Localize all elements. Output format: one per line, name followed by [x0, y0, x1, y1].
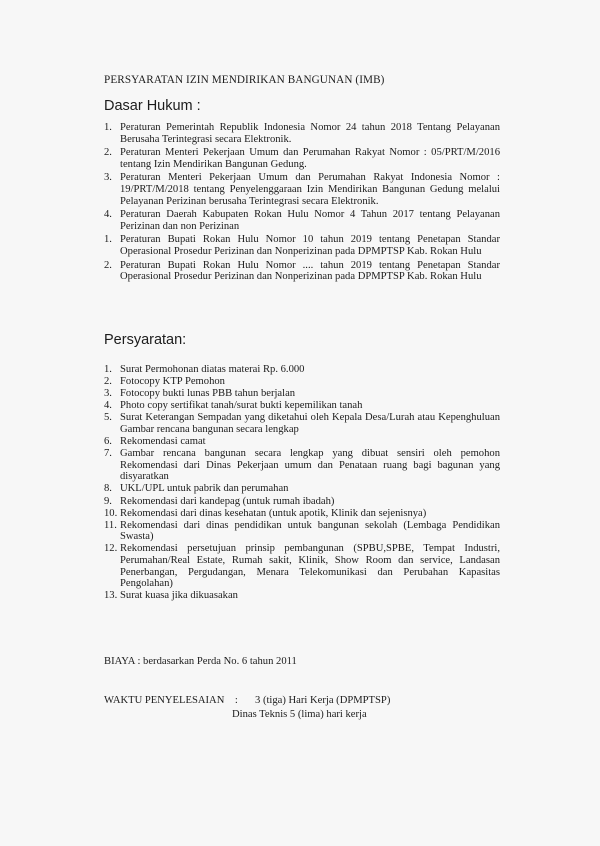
- persyaratan-item: [104, 376, 500, 388]
- list-item-number: 2.: [104, 147, 112, 159]
- list-item-number: 4.: [104, 400, 112, 412]
- list-item-text: Fotocopy bukti lunas PBB tahun berjalan: [120, 388, 296, 400]
- list-item-text: Peraturan Bupati Rokan Hulu Nomor .... tahun 2019 tentang Penetapan Standar Operasional Prosedur Perizinan dan Nonperizinan pada DPMPTSP Kab. Rokan Hulu: [120, 259, 500, 283]
- list-item-text: Surat Keterangan Sempadan yang diketahui oleh Kepala Desa/Lurah atau Kepenghuluan Gambar rencana bangunan secara lengkap: [120, 412, 500, 435]
- persyaratan-item: [104, 483, 500, 495]
- persyaratan-item: [104, 508, 500, 520]
- list-item-number: 11.: [104, 519, 117, 531]
- persyaratan-item: [104, 364, 500, 376]
- list-item-text: Rekomendasi dari kandepag (untuk rumah ibadah): [120, 495, 335, 507]
- list-item-number: 3.: [104, 388, 112, 400]
- list-item-text: Rekomendasi camat: [120, 436, 206, 448]
- dasar-hukum-item: [104, 234, 500, 257]
- list-item-text: Peraturan Pemerintah Republik Indonesia Nomor 24 tahun 2018 Tentang Pelayanan Berusaha Terintegrasi secara Elektronik.: [120, 122, 500, 145]
- persyaratan-item: [104, 543, 500, 589]
- list-item-number: 5.: [104, 412, 112, 424]
- dasar-hukum-item: [104, 260, 500, 283]
- dasar-hukum-item: [104, 172, 500, 207]
- persyaratan-item: [104, 520, 500, 543]
- persyaratan-item: [104, 412, 500, 435]
- dasar-hukum-item: [104, 122, 500, 145]
- persyaratan-item: [104, 400, 500, 412]
- dasar-hukum-heading: Dasar Hukum :: [104, 98, 201, 114]
- list-item-number: 8.: [104, 483, 112, 495]
- persyaratan-item: [104, 388, 500, 400]
- dasar-hukum-list: [104, 122, 500, 285]
- persyaratan-item: [104, 496, 500, 508]
- persyaratan-item: [104, 448, 500, 483]
- dasar-hukum-item: [104, 209, 500, 232]
- list-item-number: 1.: [104, 364, 112, 375]
- persyaratan-list: [104, 364, 500, 602]
- biaya-text: BIAYA : berdasarkan Perda No. 6 tahun 2011: [104, 656, 297, 667]
- list-item-number: 2.: [104, 376, 112, 388]
- list-item-text: Surat kuasa jika dikuasakan: [120, 590, 238, 602]
- dasar-hukum-item: [104, 147, 500, 170]
- list-item-number: 12.: [104, 543, 118, 555]
- list-item-text: Rekomendasi dari dinas kesehatan (untuk apotik, Klinik dan sejenisnya): [120, 507, 427, 519]
- list-item-text: Photo copy sertifikat tanah/surat bukti kepemilikan tanah: [120, 400, 363, 412]
- waktu-penyelesaian-dinas-teknis: Dinas Teknis 5 (lima) hari kerja: [232, 709, 367, 720]
- list-item-number: 13.: [104, 590, 118, 602]
- document-title: PERSYARATAN IZIN MENDIRIKAN BANGUNAN (IMB): [104, 74, 385, 86]
- list-item-number: 4.: [104, 209, 112, 221]
- list-item-number: 3.: [104, 172, 112, 184]
- list-item-text: UKL/UPL untuk pabrik dan perumahan: [120, 483, 289, 495]
- list-item-text: Peraturan Bupati Rokan Hulu Nomor 10 tahun 2019 tentang Penetapan Standar Operasional Prosedur Perizinan dan Nonperizinan pada DPMPTSP Kab. Rokan Hulu: [120, 234, 500, 257]
- persyaratan-item: [104, 590, 500, 602]
- list-item-number: 6.: [104, 436, 112, 448]
- list-item-text: Fotocopy KTP Pemohon: [120, 376, 225, 388]
- list-item-text: Surat Permohonan diatas materai Rp. 6.000: [120, 364, 305, 375]
- list-item-text: Peraturan Menteri Pekerjaan Umum dan Perumahan Rakyat Nomor : 05/PRT/M/2016 tentang Izin Mendirikan Bangunan Gedung.: [120, 147, 500, 170]
- list-item-text: Gambar rencana bangunan secara lengkap yang dibuat sensiri oleh pemohon Rekomendasi dari Dinas Pekerjaan umum dan Penataan ruang bagi bagunan yang disyaratkan: [120, 448, 500, 483]
- waktu-penyelesaian-label: WAKTU PENYELESAIAN :: [104, 695, 238, 706]
- list-item-number: 10.: [104, 507, 118, 519]
- list-item-text: Rekomendasi dari dinas pendidikan untuk bangunan sekolah (Lembaga Pendidikan Swasta): [120, 519, 500, 543]
- list-item-number: 1.: [104, 234, 112, 246]
- waktu-penyelesaian-dpmptsp: 3 (tiga) Hari Kerja (DPMPTSP): [255, 695, 391, 706]
- persyaratan-item: [104, 436, 500, 448]
- list-item-text: Peraturan Menteri Pekerjaan Umum dan Perumahan Rakyat Indonesia Nomor : 19/PRT/M/2018 tentang Penyelenggaraan Izin Mendirikan Bangunan Gedung melalui Pelayanan Perizinan berusaha Terintegrasi secara Elektronik.: [120, 172, 500, 207]
- persyaratan-heading: Persyaratan:: [104, 332, 187, 348]
- list-item-number: 7.: [104, 448, 112, 460]
- list-item-number: 1.: [104, 122, 112, 133]
- list-item-text: Peraturan Daerah Kabupaten Rokan Hulu Nomor 4 Tahun 2017 tentang Pelayanan Perizinan dan non Perizinan: [120, 209, 500, 232]
- list-item-number: 2.: [104, 259, 112, 271]
- list-item-number: 9.: [104, 495, 112, 507]
- list-item-text: Rekomendasi persetujuan prinsip pembangunan (SPBU,SPBE, Tempat Industri, Perumahan/Real Estate, Rumah sakit, Klinik, Show Room dan service, Landasan Penerbangan, Pergudangan, Menara Telekomunikasi dan Perubahan Kapasitas Pengolahan): [120, 543, 500, 590]
